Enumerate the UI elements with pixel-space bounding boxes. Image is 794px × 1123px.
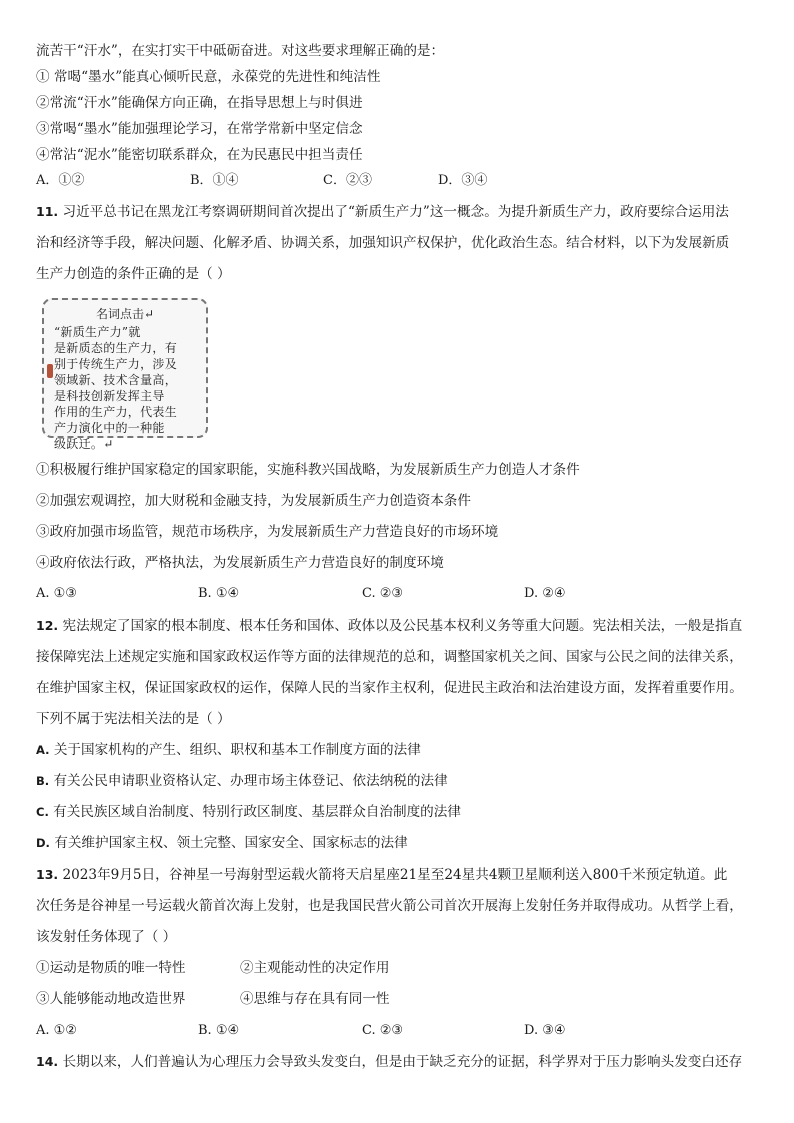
q12-choice-c[interactable]: [36, 802, 764, 822]
q11-stem-line-3: 生产力创造的条件正确的是（ ）: [36, 266, 231, 282]
q10-statement-2: ②常流“汗水”能确保方向正确，在指导思想上与时俱进: [36, 95, 363, 111]
q10-option-a[interactable]: A．①②: [36, 173, 85, 188]
term-explanation-card: [42, 298, 208, 451]
q11-statement-1: ①积极履行维护国家稳定的国家职能，实施科教兴国战略，为发展新质生产力创造人才条件: [36, 462, 580, 478]
q11-number: 11.: [36, 204, 59, 219]
q12-stem-line-1: [36, 616, 764, 636]
q12-choice-b[interactable]: [36, 771, 764, 791]
card-body: “新质生产力”就 是新质态的生产力，有 别于传统生产力，涉及 领域新、技术含量高， 是科技创新发挥主导 作用的生产力，代表生 产力演化中的一种能 级跃迁。↵: [54, 325, 178, 451]
q13-option-d[interactable]: D. ③④: [524, 1023, 566, 1038]
q12-stem-line-4: 下列不属于宪法相关法的是（ ）: [36, 711, 231, 727]
q10-stem-tail: 流苦干“汗水”，在实打实干中砥砺奋进。对这些要求理解正确的是：: [36, 43, 445, 59]
q12-choice-a-letter: A.: [36, 743, 50, 757]
q13-statement-4: ④思维与存在具有同一性: [240, 991, 390, 1007]
q12-number: 12.: [36, 618, 59, 633]
q12-choice-c-letter: C.: [36, 805, 49, 819]
q10-statement-1: ① 常喝“墨水”能真心倾听民意，永葆党的先进性和纯洁性: [36, 69, 381, 85]
q13-option-a[interactable]: A. ①②: [36, 1023, 77, 1038]
q14-number: 14.: [36, 1054, 59, 1069]
q11-option-c[interactable]: C. ②③: [362, 586, 404, 601]
q12-choice-c-text: 有关民族区域自治制度、特别行政区制度、基层群众自治制度的法律: [53, 804, 461, 820]
q10-option-c[interactable]: C．②③: [323, 173, 372, 188]
q10-statement-4: ④常沾“泥水”能密切联系群众，在为民惠民中担当责任: [36, 147, 363, 163]
q11-statement-2: ②加强宏观调控，加大财税和金融支持，为发展新质生产力创造资本条件: [36, 493, 471, 509]
q12-choice-a[interactable]: [36, 740, 764, 760]
q12-choice-d-letter: D.: [36, 836, 50, 850]
q12-choice-d[interactable]: [36, 833, 764, 853]
q12-choice-a-text: 关于国家机构的产生、组织、职权和基本工作制度方面的法律: [53, 742, 421, 758]
q11-stem-line-2: 治和经济等手段，解决问题、化解矛盾、协调关系，加强知识产权保护，优化政治生态。结合材料，以下为发展新质: [36, 235, 730, 251]
q12-stem-line-2: 接保障宪法上述规定实施和国家政权运作等方面的法律规范的总和，调整国家机关之间、国家与公民之间的法律关系，: [36, 649, 743, 665]
q14-stem-line-1: [36, 1052, 764, 1072]
pin-mark-icon: [47, 364, 53, 378]
q12-choice-d-text: 有关维护国家主权、领土完整、国家安全、国家标志的法律: [54, 835, 408, 851]
q10-option-d[interactable]: D．③④: [438, 173, 488, 188]
q13-stem-text-1: 2023年9月5日，谷神星一号海射型运载火箭将天启星座21星至24星共4颗卫星顺利送入800千米预定轨道。此: [62, 867, 728, 883]
q12-choice-b-letter: B.: [36, 774, 50, 788]
q13-stem-line-2: 次任务是谷神星一号运载火箭首次海上发射，也是我国民营火箭公司首次开展海上发射任务并取得成功。从哲学上看，: [36, 898, 743, 914]
q11-option-d[interactable]: D. ②④: [524, 586, 566, 601]
q13-number: 13.: [36, 867, 59, 882]
q13-stem-line-1: [36, 865, 764, 885]
q12-stem-text-1: 宪法规定了国家的根本制度、根本任务和国体、政体以及公民基本权利义务等重大问题。宪法相关法，一般是指直: [62, 618, 743, 634]
q11-option-b[interactable]: B. ①④: [198, 586, 240, 601]
q10-option-b[interactable]: B．①④: [190, 173, 239, 188]
q13-statement-1: ①运动是物质的唯一特性: [36, 960, 186, 976]
q13-option-b[interactable]: B. ①④: [198, 1023, 240, 1038]
q14-stem-text-1: 长期以来，人们普遍认为心理压力会导致头发变白，但是由于缺乏充分的证据，科学界对于压力影响头发变白还存: [62, 1054, 743, 1070]
q12-stem-line-3: 在维护国家主权，保证国家政权的运作，保障人民的当家作主权利，促进民主政治和法治建设方面，发挥着重要作用。: [36, 680, 743, 696]
q11-statement-4: ④政府依法行政，严格执法，为发展新质生产力营造良好的制度环境: [36, 555, 444, 571]
q13-statement-3: ③人能够能动地改造世界: [36, 991, 186, 1007]
q11-stem-text-1: 习近平总书记在黑龙江考察调研期间首次提出了“新质生产力”这一概念。为提升新质生产力，政府要综合运用法: [62, 204, 729, 220]
q11-option-a[interactable]: A. ①③: [36, 586, 77, 601]
q13-option-c[interactable]: C. ②③: [362, 1023, 404, 1038]
card-title: 名词点击↵: [95, 307, 155, 321]
q12-choice-b-text: 有关公民申请职业资格认定、办理市场主体登记、依法纳税的法律: [53, 773, 448, 789]
q13-statement-2: ②主观能动性的决定作用: [240, 960, 390, 976]
q13-stem-line-3: 该发射任务体现了（ ）: [36, 929, 177, 945]
q11-stem-line-1: [36, 202, 764, 222]
q10-statement-3: ③常喝“墨水”能加强理论学习，在常学常新中坚定信念: [36, 121, 363, 137]
q11-statement-3: ③政府加强市场监管，规范市场秩序，为发展新质生产力营造良好的市场环境: [36, 524, 499, 540]
